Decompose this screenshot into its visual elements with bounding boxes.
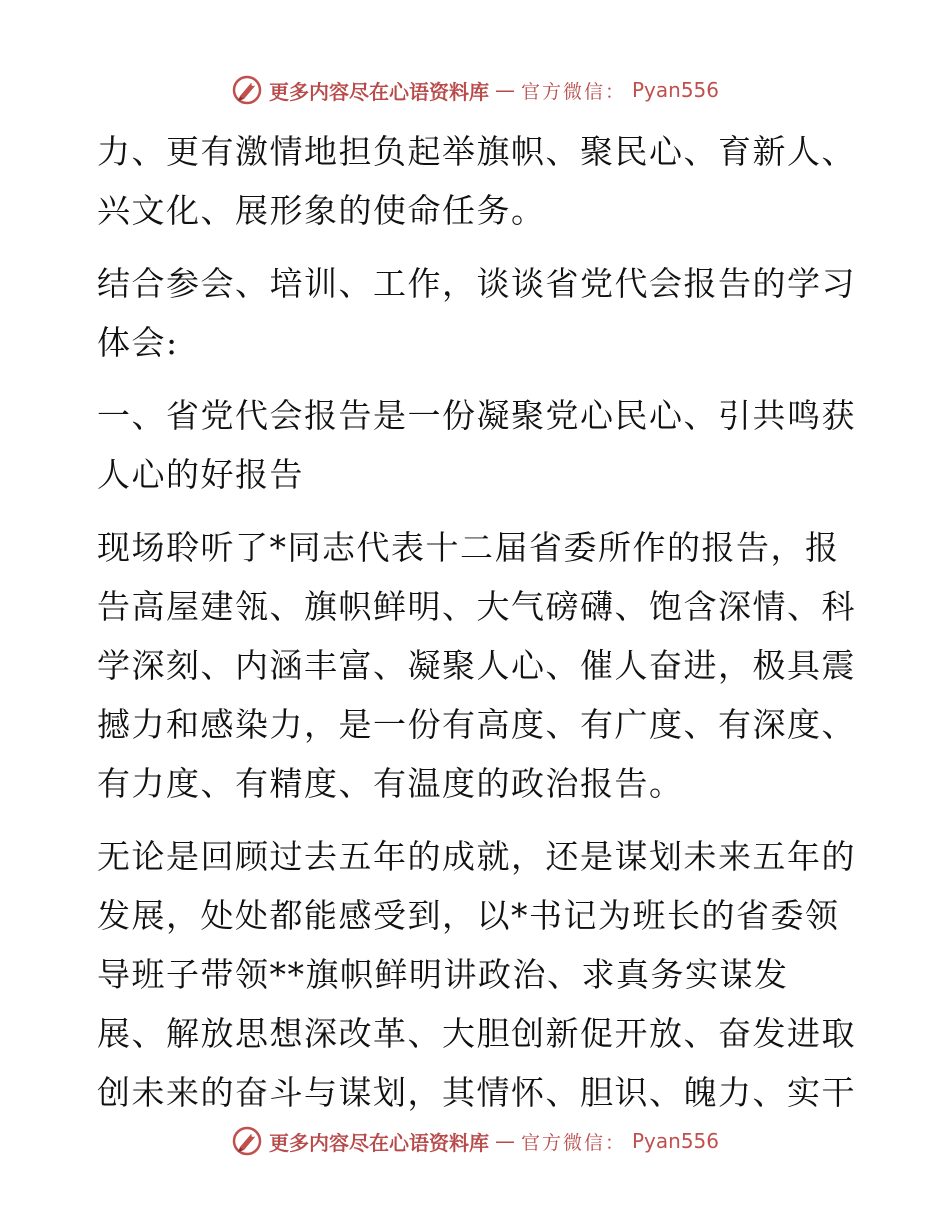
header-banner-wechat-label: 官方微信：	[520, 80, 626, 103]
section-heading: 一、省党代会报告是一份凝聚党心民心、引共鸣获人心的好报告	[97, 396, 856, 494]
paragraph-1: 力、更有激情地担负起举旗帜、聚民心、育新人、兴文化、展形象的使命任务。	[97, 132, 856, 230]
paragraph-2: 结合参会、培训、工作，谈谈省党代会报告的学习体会:	[97, 264, 856, 362]
footer-banner-content	[231, 1125, 719, 1157]
paragraph-3: 现场聆听了*同志代表十二届省委所作的报告，报告高屋建瓴、旗帜鲜明、大气磅礴、饱含深情、科学深刻、内涵丰富、凝聚人心、催人奋进，极具震撼力和感染力，是一份有高度、有广度、有深度、有力度、有精度、有温度的政治报告。	[97, 528, 856, 803]
pen-logo-icon	[231, 74, 263, 106]
footer-banner-separator: —	[494, 1129, 515, 1153]
header-banner-content	[231, 74, 719, 106]
footer-banner-wechat-id: Pyan556	[632, 1129, 720, 1153]
header-banner-wechat-id: Pyan556	[632, 78, 720, 102]
footer-banner	[0, 1121, 950, 1161]
paragraph-4: 无论是回顾过去五年的成就，还是谋划未来五年的发展，处处都能感受到，以*书记为班长的省委领导班子带领**旗帜鲜明讲政治、求真务实谋发展、解放思想深改革、大胆创新促开放、奋发进取创未来的奋斗与谋划，其情怀、胆识、魄力、实干	[97, 837, 856, 1112]
header-banner-separator: —	[494, 78, 515, 102]
document-body	[97, 122, 857, 1136]
footer-banner-wechat-label: 官方微信：	[520, 1131, 626, 1154]
header-banner-title: 更多内容尽在心语资料库	[268, 79, 489, 104]
header-banner	[0, 70, 950, 110]
pen-logo-icon	[231, 1125, 263, 1157]
footer-banner-title: 更多内容尽在心语资料库	[268, 1130, 489, 1155]
